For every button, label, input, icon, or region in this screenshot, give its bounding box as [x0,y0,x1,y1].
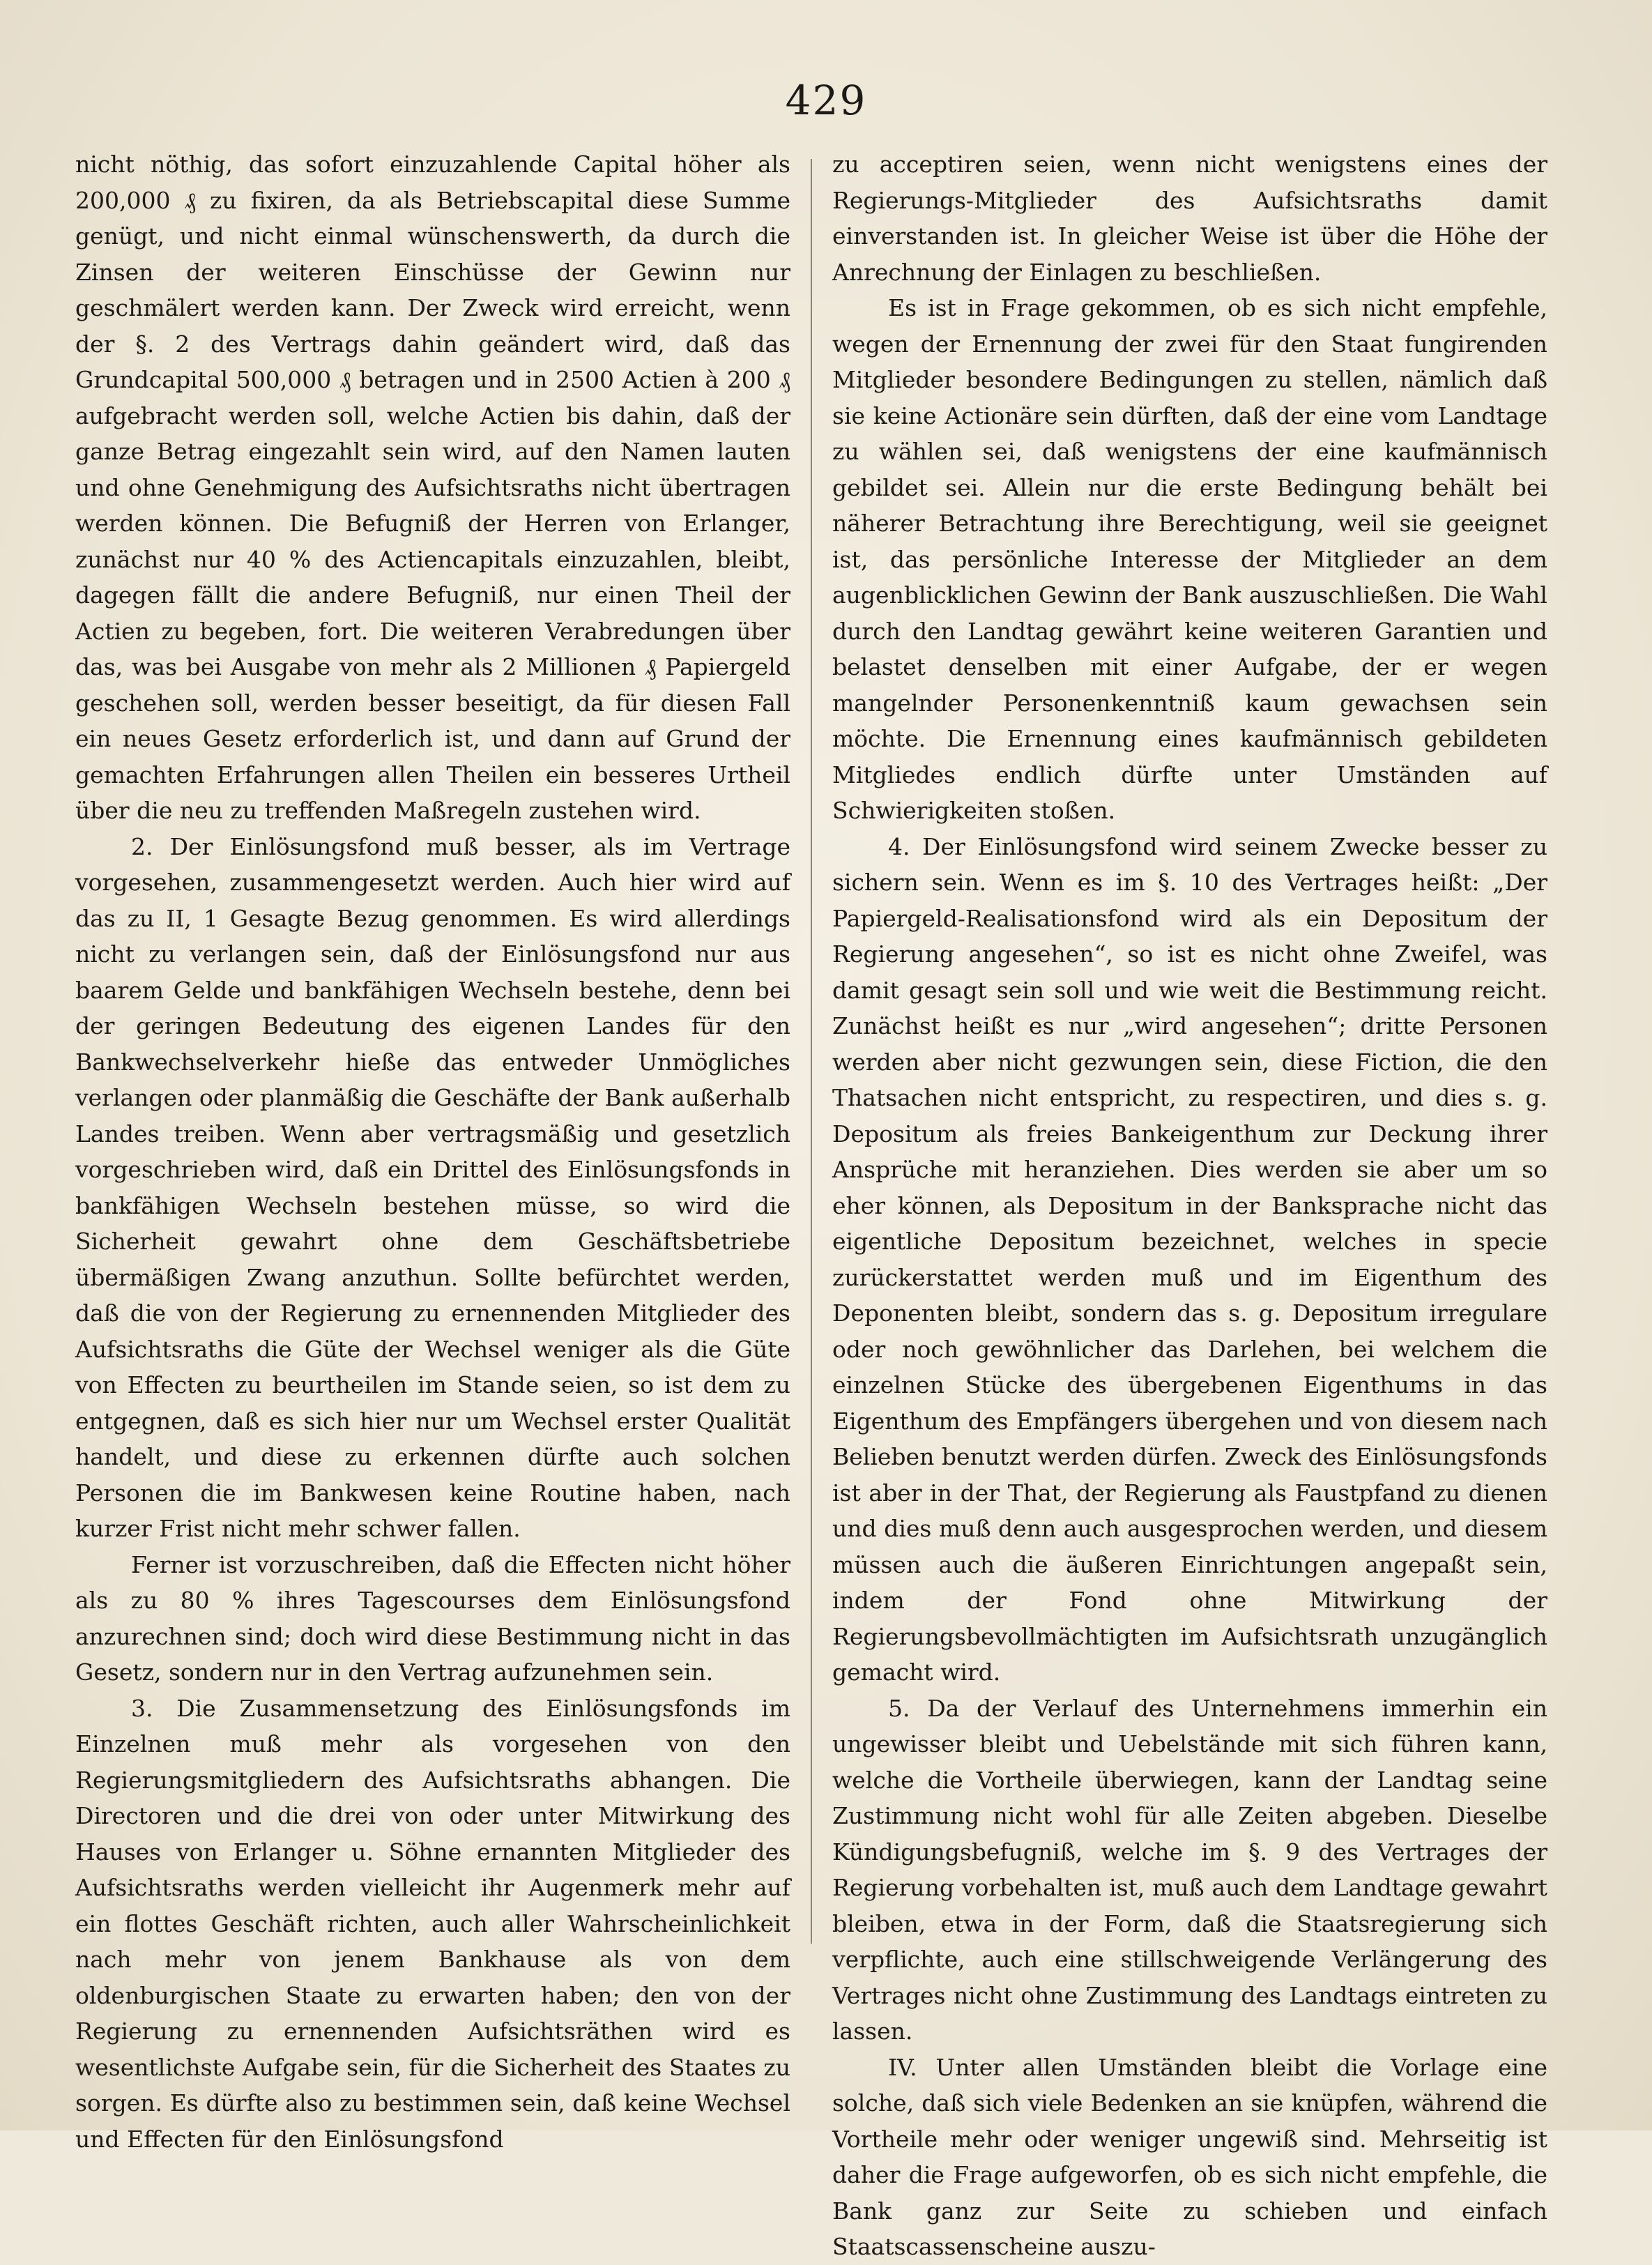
paragraph: Es ist in Frage gekommen, ob es sich nicht empfehle, wegen der Ernennung der zwei für den Staat fungirenden Mitglieder besondere Bedingungen zu stellen, nämlich daß sie keine Actionäre sein dürften, daß der eine vom Landtage zu wählen sei, daß wenigstens der eine kaufmännisch gebildet sei. Allein nur die erste Bedingung behält bei näherer Betrachtung ihre Berechtigung, weil sie geeignet ist, das persönliche Interesse der Mitglieder an dem augenblicklichen Gewinn der Bank auszuschließen. Die Wahl durch den Landtag gewährt keine weiteren Garantien und belastet denselben mit einer Aufgabe, der er wegen mangelnder Personenkenntniß kaum gewachsen sein möchte. Die Ernennung eines kaufmännisch gebildeten Mitgliedes endlich dürfte unter Umständen auf Schwierigkeiten stoßen. [832,294,1547,824]
paragraph: nicht nöthig, das sofort einzuzahlende Capital höher als 200,000 ₰ zu fixiren, da als Betriebscapital diese Summe genügt, und nicht einmal wünschenswerth, da durch die Zinsen der weiteren Einschüsse der Gewinn nur geschmälert werden kann. Der Zweck wird erreicht, wenn der §. 2 des Vertrags dahin geändert wird, daß das Grundcapital 500,000 ₰ betragen und in 2500 Actien à 200 ₰ aufgebracht werden soll, welche Actien bis dahin, daß der ganze Betrag eingezahlt sein wird, auf den Namen lauten und ohne Genehmigung des Aufsichtsraths nicht übertragen werden können. Die Befugniß der Herren von Erlanger, zunächst nur 40 % des Actiencapitals einzuzahlen, bleibt, dagegen fällt die andere Befugniß, nur einen Theil der Actien zu begeben, fort. Die weiteren Verabredungen über das, was bei Ausgabe von mehr als 2 Millionen ₰ Papiergeld geschehen soll, werden besser beseitigt, da für diesen Fall ein neues Gesetz erforderlich ist, und dann auf Grund der gemachten Erfahrungen allen Theilen ein besseres Urtheil über die neu zu treffenden Maßregeln zustehen wird. [75,151,790,824]
paragraph: Ferner ist vorzuschreiben, daß die Effecten nicht höher als zu 80 % ihres Tagescourses dem Einlösungsfond anzurechnen sind; doch wird diese Bestimmung nicht in das Gesetz, sondern nur in den Vertrag aufzunehmen sein. [75,1550,790,1686]
left-column [75,146,790,2157]
page-number: 429 [785,77,867,124]
paragraph: 4. Der Einlösungsfond wird seinem Zwecke besser zu sichern sein. Wenn es im §. 10 des Vertrages heißt: „Der Papiergeld-Realisationsfond wird als ein Depositum der Regierung angesehen“, so ist es nicht ohne Zweifel, was damit gesagt sein soll und wie weit die Bestimmung reicht. Zunächst heißt es nur „wird angesehen“; dritte Personen werden aber nicht gezwungen sein, diese Fiction, die den Thatsachen nicht entspricht, zu respectiren, und dies s. g. Depositum als freies Bankeigenthum zur Deckung ihrer Ansprüche mit heranziehen. Dies werden sie aber um so eher können, als Depositum in der Banksprache nicht das eigentliche Depositum bezeichnet, welches in specie zurückerstattet werden muß und im Eigenthum des Deponenten bleibt, sondern das s. g. Depositum irregulare oder noch gewöhnlicher das Darlehen, bei welchem die einzelnen Stücke des übergebenen Eigenthums in das Eigenthum des Empfängers übergehen und von diesem nach Belieben benutzt werden dürfen. Zweck des Einlösungsfonds ist aber in der That, der Regierung als Faustpfand zu dienen und dies muß denn auch ausgesprochen werden, und diesem müssen auch die äußeren Einrichtungen angepaßt sein, indem der Fond ohne Mitwirkung der Regierungsbevollmächtigten im Aufsichtsrath unzugänglich gemacht wird. [832,832,1547,1686]
column-divider [811,159,812,1944]
paragraph: zu acceptiren seien, wenn nicht wenigstens eines der Regierungs-Mitglieder des Aufsichtsraths damit einverstanden ist. In gleicher Weise ist über die Höhe der Anrechnung der Einlagen zu beschließen. [832,151,1547,286]
paragraph: IV. Unter allen Umständen bleibt die Vorlage eine solche, daß sich viele Bedenken an sie knüpfen, während die Vortheile mehr oder weniger ungewiß sind. Mehrseitig ist daher die Frage aufgeworfen, ob es sich nicht empfehle, die Bank ganz zur Seite zu schieben und einfach Staatscassenscheine auszu- [832,2053,1547,2260]
right-column [832,146,1547,2265]
paragraph: 3. Die Zusammensetzung des Einlösungsfonds im Einzelnen muß mehr als vorgesehen von den Regierungsmitgliedern des Aufsichtsraths abhangen. Die Directoren und die drei von oder unter Mitwirkung des Hauses von Erlanger u. Söhne ernannten Mitglieder des Aufsichtsraths werden vielleicht ihr Augenmerk mehr auf ein flottes Geschäft richten, auch aller Wahrscheinlichkeit nach mehr von jenem Bankhause als von dem oldenburgischen Staate zu erwarten haben; den von der Regierung zu ernennenden Aufsichtsräthen wird es wesentlichste Aufgabe sein, für die Sicherheit des Staates zu sorgen. Es dürfte also zu bestimmen sein, daß keine Wechsel und Effecten für den Einlösungsfond [75,1694,790,2153]
paragraph: 5. Da der Verlauf des Unternehmens immerhin ein ungewisser bleibt und Uebelstände mit sich führen kann, welche die Vortheile überwiegen, kann der Landtag seine Zustimmung nicht wohl für alle Zeiten abgeben. Dieselbe Kündigungsbefugniß, welche im §. 9 des Vertrages der Regierung vorbehalten ist, muß auch dem Landtage gewahrt bleiben, etwa in der Form, daß die Staatsregierung sich verpflichte, auch eine stillschweigende Verlängerung des Vertrages nicht ohne Zustimmung des Landtags eintreten zu lassen. [832,1694,1547,2045]
paragraph: 2. Der Einlösungsfond muß besser, als im Vertrage vorgesehen, zusammengesetzt werden. Auch hier wird auf das zu II, 1 Gesagte Bezug genommen. Es wird allerdings nicht zu verlangen sein, daß der Einlösungsfond nur aus baarem Gelde und bankfähigen Wechseln bestehe, denn bei der geringen Bedeutung des eigenen Landes für den Bankwechselverkehr hieße das entweder Unmögliches verlangen oder planmäßig die Geschäfte der Bank außerhalb Landes treiben. Wenn aber vertragsmäßig und gesetzlich vorgeschrieben wird, daß ein Drittel des Einlösungsfonds in bankfähigen Wechseln bestehen müsse, so wird die Sicherheit gewahrt ohne dem Geschäftsbetriebe übermäßigen Zwang anzuthun. Sollte befürchtet werden, daß die von der Regierung zu ernennenden Mitglieder des Aufsichtsraths die Güte der Wechsel weniger als die Güte von Effecten zu beurtheilen im Stande seien, so ist dem zu entgegnen, daß es sich hier nur um Wechsel erster Qualität handelt, und diese zu erkennen dürfte auch solchen Personen die im Bankwesen keine Routine haben, nach kurzer Frist nicht mehr schwer fallen. [75,832,790,1542]
